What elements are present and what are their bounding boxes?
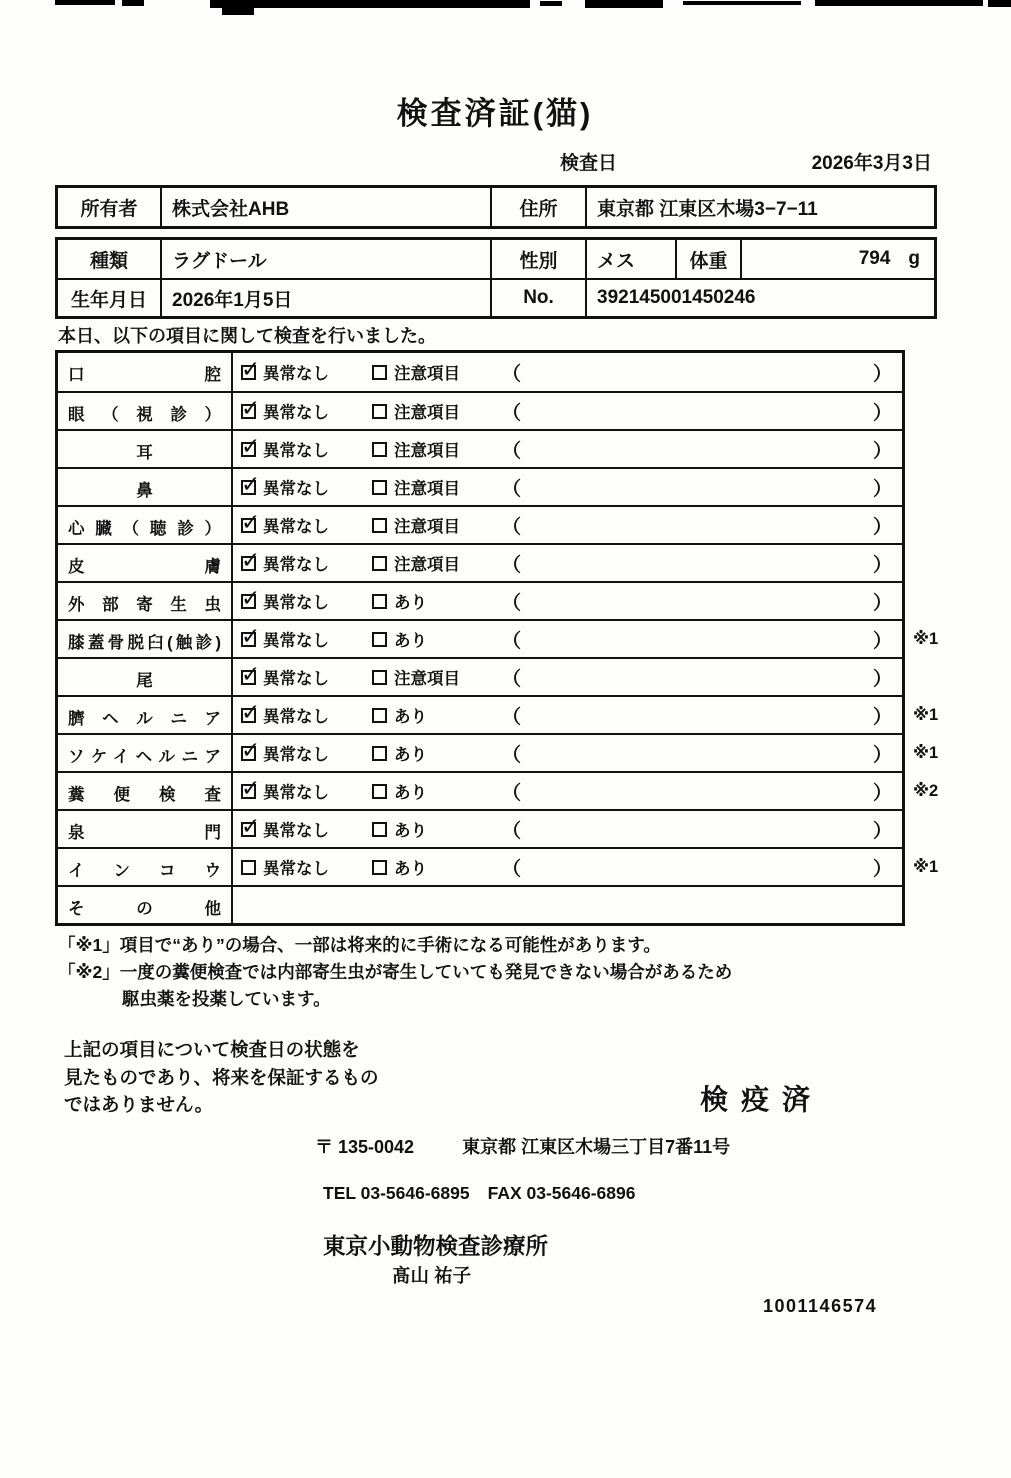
- normal-check-group: [241, 399, 372, 423]
- exam-item-label: ソケイヘルニア: [58, 735, 233, 771]
- exam-row-content: [233, 507, 902, 543]
- inspection-date-value: 2026年3月3日: [811, 153, 932, 174]
- paren-close-text: ）: [872, 363, 892, 385]
- exam-row-content: [233, 353, 902, 391]
- normal-label: 異常なし: [263, 632, 329, 650]
- exam-row-content: [233, 545, 902, 581]
- finding-checkbox: [372, 518, 387, 533]
- page-title: 検査済証(猫): [396, 96, 594, 131]
- row-footnote-mark: ※2: [913, 782, 939, 800]
- exam-row: [58, 619, 939, 657]
- no-value: 392145001450246: [597, 287, 756, 308]
- paren-open-text: （: [502, 363, 522, 385]
- normal-check-group: [241, 475, 372, 499]
- exam-row-content: [233, 469, 902, 505]
- paren-open-text: （: [502, 516, 522, 538]
- finding-checkbox: [372, 480, 387, 495]
- exam-row-content: [233, 659, 902, 695]
- paren-open-text: （: [502, 858, 522, 880]
- finding-checkbox: [372, 860, 387, 875]
- exam-item-label: そ の 他: [58, 887, 233, 923]
- paren-open-text: （: [502, 744, 522, 766]
- sex-label: 性別: [492, 240, 587, 278]
- finding-label: あり: [394, 746, 427, 764]
- footnote-2-cont: 駆虫薬を投薬しています。: [122, 989, 331, 1009]
- normal-label: 異常なし: [263, 518, 329, 536]
- tel-fax-row: [323, 1183, 635, 1204]
- exam-row: [58, 733, 939, 771]
- exam-item-label: 口 腔: [58, 353, 233, 391]
- weight-value-cell: [742, 240, 934, 278]
- paren-close-text: ）: [872, 478, 892, 500]
- exam-row: [58, 505, 902, 543]
- exam-row-content: [233, 735, 902, 771]
- row-footnote-mark: ※1: [913, 706, 939, 724]
- address-label: 住所: [492, 188, 587, 226]
- exam-row-content: [233, 393, 902, 429]
- normal-check-group: [241, 513, 372, 537]
- normal-label: 異常なし: [263, 365, 329, 383]
- paren-close-text: ）: [872, 592, 892, 614]
- normal-check-group: [241, 360, 372, 384]
- row-footnote-mark: ※1: [913, 858, 939, 876]
- inspection-date-label: 検査日: [560, 153, 618, 174]
- finding-label: 注意項目: [394, 365, 460, 383]
- scan-artifact: [540, 1, 562, 6]
- exam-row-content: [233, 697, 902, 733]
- normal-checkbox: [241, 556, 256, 571]
- finding-check-group: [372, 665, 502, 689]
- exam-row-content: [233, 773, 902, 809]
- exam-row: [58, 657, 902, 695]
- exam-item-label: 心 臓 （ 聴 診 ）: [58, 507, 233, 543]
- clinic-postal-row: [315, 1133, 730, 1159]
- finding-checkbox: [372, 442, 387, 457]
- normal-checkbox: [241, 822, 256, 837]
- exam-item-label: イ ン コ ウ: [58, 849, 233, 885]
- finding-label: あり: [394, 822, 427, 840]
- paren-close-text: ）: [872, 858, 892, 880]
- footnote-1: 「※1」項目で“あり”の場合、一部は将来的に手術になる可能性があります。: [58, 935, 661, 955]
- finding-checkbox: [372, 632, 387, 647]
- scan-artifact: [585, 0, 663, 8]
- paren-close-text: ）: [872, 440, 892, 462]
- finding-check-group: [372, 703, 502, 727]
- finding-label: あり: [394, 632, 427, 650]
- quarantine-stamp: 検疫済: [700, 1084, 824, 1115]
- disclaimer-line-1: 上記の項目について検査日の状態を: [64, 1039, 360, 1060]
- finding-check-group: [372, 551, 502, 575]
- normal-checkbox: [241, 442, 256, 457]
- fax-number: FAX 03-5646-6896: [487, 1183, 636, 1203]
- paren-open-text: （: [502, 820, 522, 842]
- paren-close-text: ）: [872, 630, 892, 652]
- exam-row: [58, 809, 902, 847]
- weight-unit: g: [908, 248, 920, 269]
- scan-artifact: [988, 0, 1011, 7]
- finding-check-group: [372, 817, 502, 841]
- paren-open-text: （: [502, 706, 522, 728]
- normal-checkbox: [241, 708, 256, 723]
- normal-label: 異常なし: [263, 708, 329, 726]
- finding-check-group: [372, 475, 502, 499]
- exam-row: [58, 885, 902, 923]
- clinic-address: 東京都 江東区木場三丁目7番11号: [462, 1137, 731, 1157]
- owner-value: 株式会社AHB: [162, 188, 492, 226]
- serial-number: 1001146574: [763, 1296, 878, 1316]
- normal-checkbox: [241, 594, 256, 609]
- paren-close-text: ）: [872, 554, 892, 576]
- exam-row: [58, 391, 902, 429]
- normal-label: 異常なし: [263, 404, 329, 422]
- finding-checkbox: [372, 670, 387, 685]
- normal-check-group: [241, 665, 372, 689]
- finding-checkbox: [372, 822, 387, 837]
- exam-row: [58, 847, 939, 885]
- birth-value: 2026年1月5日: [162, 280, 492, 316]
- paren-open-text: （: [502, 402, 522, 424]
- paren-open-text: （: [502, 478, 522, 500]
- exam-item-label: 尾: [58, 659, 233, 695]
- normal-label: 異常なし: [263, 480, 329, 498]
- exam-row: [58, 429, 902, 467]
- row-footnote-mark: ※1: [913, 744, 939, 762]
- finding-check-group: [372, 399, 502, 423]
- finding-checkbox: [372, 365, 387, 380]
- disclaimer: [64, 1036, 379, 1119]
- paren-close-text: ）: [872, 516, 892, 538]
- paren-close-text: ）: [872, 744, 892, 766]
- tel-number: TEL 03-5646-6895: [323, 1183, 470, 1203]
- finding-check-group: [372, 627, 502, 651]
- finding-label: あり: [394, 594, 427, 612]
- breed-label: 種類: [58, 240, 162, 278]
- scan-artifact: [122, 0, 144, 6]
- finding-label: 注意項目: [394, 480, 460, 498]
- normal-checkbox: [241, 860, 256, 875]
- normal-checkbox: [241, 518, 256, 533]
- finding-checkbox: [372, 556, 387, 571]
- exam-row: [58, 695, 939, 733]
- normal-check-group: [241, 627, 372, 651]
- finding-checkbox: [372, 404, 387, 419]
- exam-row-content: [233, 887, 902, 923]
- scan-artifact: [55, 0, 115, 5]
- sex-value: メス: [587, 240, 677, 278]
- paren-open-text: （: [502, 592, 522, 614]
- exam-row-content: [233, 621, 902, 657]
- exam-row: [58, 353, 902, 391]
- normal-checkbox: [241, 404, 256, 419]
- normal-checkbox: [241, 784, 256, 799]
- owner-label: 所有者: [58, 188, 162, 226]
- finding-check-group: [372, 779, 502, 803]
- no-label: No.: [492, 280, 587, 316]
- normal-label: 異常なし: [263, 746, 329, 764]
- exam-item-label: 泉 門: [58, 811, 233, 847]
- normal-checkbox: [241, 632, 256, 647]
- scan-artifact: [815, 0, 983, 6]
- pet-table: [55, 237, 937, 319]
- exam-row: [58, 467, 902, 505]
- intro-text: 本日、以下の項目に関して検査を行いました。: [58, 326, 436, 346]
- normal-label: 異常なし: [263, 860, 329, 878]
- exam-row-content: [233, 849, 902, 885]
- finding-check-group: [372, 360, 502, 384]
- row-footnote-mark: ※1: [913, 630, 939, 648]
- normal-label: 異常なし: [263, 556, 329, 574]
- footnote-2: 「※2」一度の糞便検査では内部寄生虫が寄生していても発見できない場合があるため: [58, 962, 733, 982]
- normal-check-group: [241, 817, 372, 841]
- finding-checkbox: [372, 746, 387, 761]
- scan-artifact: [210, 0, 530, 8]
- exam-row-content: [233, 431, 902, 467]
- normal-check-group: [241, 779, 372, 803]
- exam-row-content: [233, 583, 902, 619]
- exam-item-label: 皮 膚: [58, 545, 233, 581]
- normal-check-group: [241, 589, 372, 613]
- normal-checkbox: [241, 365, 256, 380]
- birth-label: 生年月日: [58, 280, 162, 316]
- exam-item-label: 鼻: [58, 469, 233, 505]
- paren-open-text: （: [502, 630, 522, 652]
- postal-code: 〒 135-0042: [315, 1137, 415, 1157]
- normal-check-group: [241, 855, 372, 879]
- paren-close-text: ）: [872, 782, 892, 804]
- exam-row: [58, 771, 939, 809]
- finding-check-group: [372, 741, 502, 765]
- normal-check-group: [241, 703, 372, 727]
- exam-table: [55, 350, 939, 926]
- finding-checkbox: [372, 708, 387, 723]
- disclaimer-line-2: 見たものであり、将来を保証するもの: [64, 1066, 379, 1088]
- finding-check-group: [372, 589, 502, 613]
- normal-label: 異常なし: [263, 442, 329, 460]
- exam-row-content: [233, 811, 902, 847]
- exam-item-label: 臍 ヘ ル ニ ア: [58, 697, 233, 733]
- address-value: 東京都 江東区木場3−7−11: [597, 198, 818, 220]
- inspection-date-row: [560, 148, 932, 175]
- weight-label: 体重: [677, 240, 742, 278]
- normal-label: 異常なし: [263, 594, 329, 612]
- finding-check-group: [372, 437, 502, 461]
- owner-table: [55, 185, 937, 229]
- finding-label: あり: [394, 860, 427, 878]
- normal-check-group: [241, 437, 372, 461]
- footnotes: [58, 932, 732, 1013]
- paren-close-text: ）: [872, 706, 892, 728]
- weight-value: 794: [858, 248, 891, 269]
- normal-checkbox: [241, 670, 256, 685]
- finding-label: 注意項目: [394, 518, 460, 536]
- finding-checkbox: [372, 784, 387, 799]
- finding-label: あり: [394, 708, 427, 726]
- paren-open-text: （: [502, 440, 522, 462]
- disclaimer-line-3: ではありません。: [64, 1094, 214, 1115]
- paren-open-text: （: [502, 554, 522, 576]
- exam-item-label: 糞 便 検 査: [58, 773, 233, 809]
- normal-check-group: [241, 551, 372, 575]
- exam-item-label: 膝蓋骨脱臼(触診): [58, 621, 233, 657]
- paren-close-text: ）: [872, 820, 892, 842]
- finding-check-group: [372, 855, 502, 879]
- clinic-name: 東京小動物検査診療所: [323, 1234, 549, 1259]
- paren-close-text: ）: [872, 402, 892, 424]
- exam-item-label: 眼 （ 視 診 ）: [58, 393, 233, 429]
- paren-open-text: （: [502, 668, 522, 690]
- exam-item-label: 耳: [58, 431, 233, 467]
- finding-label: あり: [394, 784, 427, 802]
- breed-value: ラグドール: [162, 240, 492, 278]
- scan-artifact: [683, 1, 801, 5]
- exam-row: [58, 581, 902, 619]
- finding-label: 注意項目: [394, 404, 460, 422]
- finding-label: 注意項目: [394, 442, 460, 460]
- finding-label: 注意項目: [394, 670, 460, 688]
- finding-check-group: [372, 513, 502, 537]
- paren-open-text: （: [502, 782, 522, 804]
- normal-checkbox: [241, 480, 256, 495]
- exam-row: [58, 543, 902, 581]
- veterinarian-name: 髙山 祐子: [392, 1265, 472, 1286]
- normal-check-group: [241, 741, 372, 765]
- finding-checkbox: [372, 594, 387, 609]
- normal-label: 異常なし: [263, 784, 329, 802]
- exam-item-label: 外 部 寄 生 虫: [58, 583, 233, 619]
- normal-label: 異常なし: [263, 822, 329, 840]
- finding-label: 注意項目: [394, 556, 460, 574]
- paren-close-text: ）: [872, 668, 892, 690]
- scan-artifact: [222, 0, 254, 15]
- normal-label: 異常なし: [263, 670, 329, 688]
- normal-checkbox: [241, 746, 256, 761]
